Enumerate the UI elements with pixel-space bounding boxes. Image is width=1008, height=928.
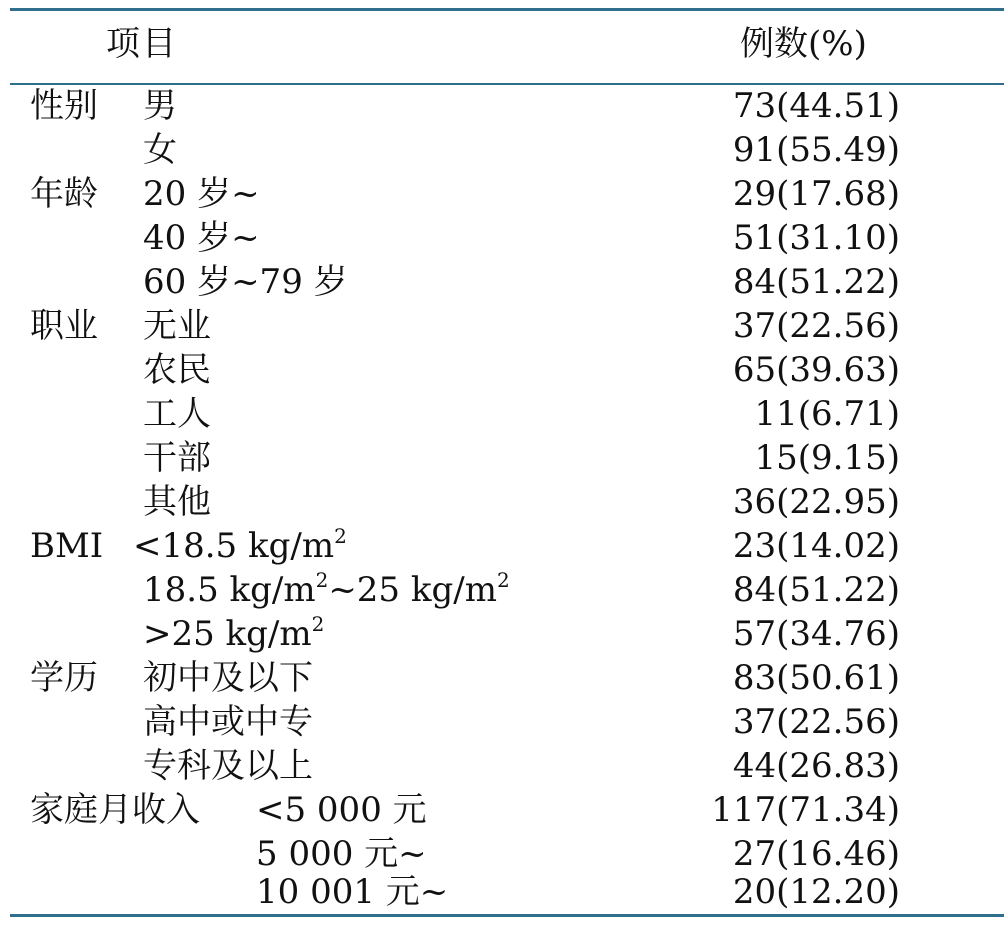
row-value: 37(22.56) (732, 702, 900, 742)
header-item: 项目 (106, 24, 178, 64)
table-top-rule (10, 8, 1004, 11)
row-group-label: BMI (30, 526, 104, 566)
row-value: 83(50.61) (732, 658, 900, 698)
row-sub-label: 农民 (143, 350, 211, 390)
row-value: 37(22.56) (732, 306, 900, 346)
row-sub-label: 40 岁~ (143, 218, 260, 258)
row-value: 20(12.20) (732, 872, 900, 912)
row-sub-label: 干部 (143, 438, 211, 478)
row-sub-label: 无业 (143, 306, 211, 346)
header-count: 例数(%) (740, 24, 867, 64)
row-sub-label: 5 000 元~ (256, 834, 427, 874)
row-group-label: 年龄 (30, 174, 98, 214)
row-sub-label: 20 岁~ (143, 174, 260, 214)
row-value: 73(44.51) (732, 86, 900, 126)
row-sub-label: 初中及以下 (143, 658, 313, 698)
row-sub-label: 专科及以上 (143, 746, 313, 786)
row-value: 84(51.22) (732, 262, 900, 302)
row-value: 91(55.49) (732, 130, 900, 170)
row-value: 11(6.71) (754, 394, 900, 434)
row-sub-label: 60 岁~79 岁 (143, 262, 348, 302)
row-value: 15(9.15) (754, 438, 900, 478)
row-group-label: 职业 (30, 306, 98, 346)
row-value: 84(51.22) (732, 570, 900, 610)
row-sub-label: 女 (143, 130, 177, 170)
row-value: 117(71.34) (711, 790, 900, 830)
row-value: 57(34.76) (732, 614, 900, 654)
table-bottom-rule (10, 914, 1004, 917)
row-sub-label: 高中或中专 (143, 702, 313, 742)
row-group-label: 学历 (30, 658, 98, 698)
row-sub-label: 男 (143, 86, 177, 126)
row-sub-label: <18.5 $kg/m^2$ (133, 523, 347, 566)
row-sub-label: 10 001 元~ (256, 872, 449, 912)
row-sub-label: >25 $kg/m^2$ (143, 611, 325, 654)
row-value: 51(31.10) (732, 218, 900, 258)
row-value: 29(17.68) (732, 174, 900, 214)
row-sub-label: <5 000 元 (256, 790, 427, 830)
row-sub-label: 工人 (143, 394, 211, 434)
row-group-label: 家庭月收入 (30, 790, 200, 830)
row-value: 44(26.83) (732, 746, 900, 786)
row-sub-label: 其他 (143, 482, 211, 522)
row-value: 23(14.02) (732, 526, 900, 566)
row-value: 36(22.95) (732, 482, 900, 522)
row-value: 27(16.46) (732, 834, 900, 874)
row-sub-label: 18.5 $kg/m^2\sim 25$ $kg/m^2$ (143, 567, 510, 610)
row-group-label: 性别 (30, 86, 98, 126)
row-value: 65(39.63) (732, 350, 900, 390)
